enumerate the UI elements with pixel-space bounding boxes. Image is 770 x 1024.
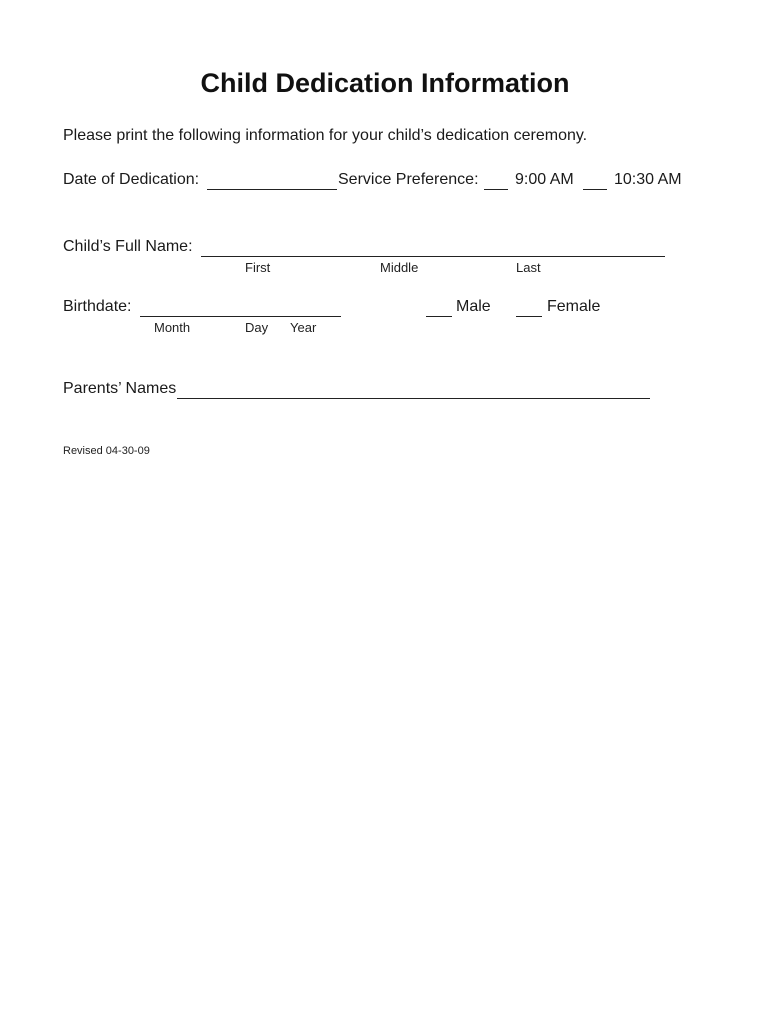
- parents-names-field[interactable]: [177, 383, 650, 399]
- month-sublabel: Month: [154, 320, 191, 335]
- date-of-dedication-field[interactable]: [207, 174, 337, 190]
- year-sublabel: Year: [290, 320, 317, 335]
- birthdate-label: Birthdate:: [63, 298, 132, 315]
- service-1030am-label: 10:30 AM: [614, 171, 682, 188]
- last-name-sublabel: Last: [516, 260, 541, 275]
- revision-note: Revised 04-30-09: [63, 445, 150, 457]
- day-sublabel: Day: [245, 320, 269, 335]
- child-full-name-label: Child’s Full Name:: [63, 238, 193, 255]
- birthdate-field[interactable]: [140, 301, 341, 317]
- service-preference-label: Service Preference:: [338, 171, 479, 188]
- male-checkbox-line[interactable]: [426, 301, 452, 317]
- female-checkbox-line[interactable]: [516, 301, 542, 317]
- service-1030am-checkbox-line[interactable]: [583, 174, 607, 190]
- date-of-dedication-label: Date of Dedication:: [63, 171, 200, 188]
- first-name-sublabel: First: [245, 260, 271, 275]
- service-9am-checkbox-line[interactable]: [484, 174, 508, 190]
- service-9am-label: 9:00 AM: [515, 171, 574, 188]
- female-label: Female: [547, 298, 601, 315]
- child-full-name-field[interactable]: [201, 241, 665, 257]
- form-title: Child Dedication Information: [200, 68, 570, 98]
- middle-name-sublabel: Middle: [380, 260, 419, 275]
- parents-names-label: Parents’ Names: [63, 380, 177, 397]
- instructions-text: Please print the following information for your child’s dedication ceremony.: [63, 127, 588, 144]
- male-label: Male: [456, 298, 491, 315]
